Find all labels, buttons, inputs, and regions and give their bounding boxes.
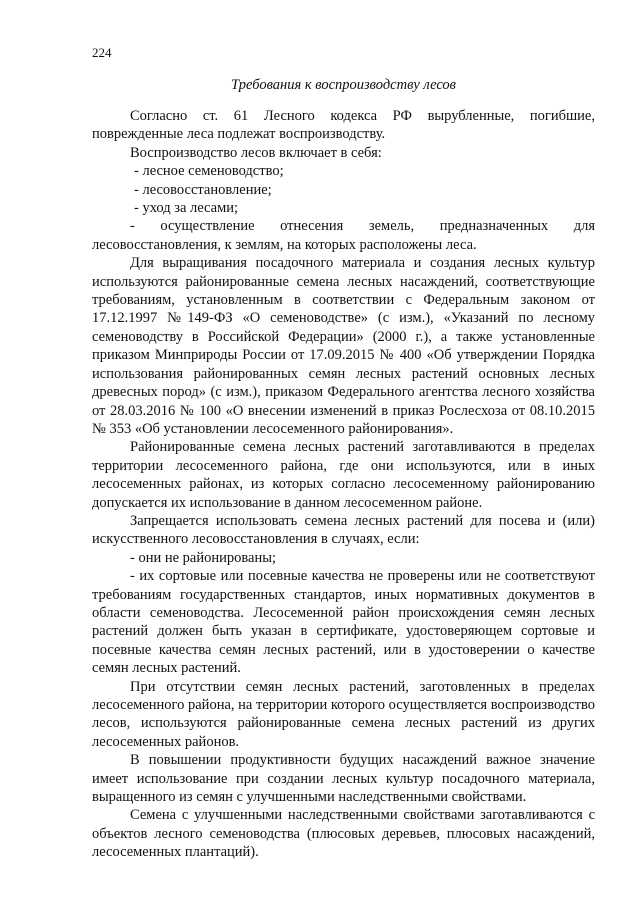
list-item: - осуществление отнесения земель, предназначенных для лесовосстановления, к землям, на которых расположены леса. xyxy=(92,218,595,253)
paragraph: Воспроизводство лесов включает в себя: xyxy=(130,144,382,161)
paragraph: При отсутствии семян лесных растений, заготовленных в пределах лесосеменного района, на территории которого осуществляется воспроизводство лесов, используются районированные семена лесных растений из других лесосеменных районов. xyxy=(92,678,595,750)
paragraph: Запрещается использовать семена лесных растений для посева и (или) искусственного лесовосстановления в случаях, если: xyxy=(92,512,595,548)
list-item: - уход за лесами; xyxy=(134,200,239,217)
section-heading: Требования к воспроизводству лесов xyxy=(231,77,456,93)
list-item: - они не районированы; xyxy=(130,549,277,566)
paragraph: Семена с улучшенными наследственными свойствами заготавливаются с объектов лесного семеноводства (плюсовых деревьев, плюсовых насаждений, лесосеменных плантаций). xyxy=(92,807,595,861)
paragraph: В повышении продуктивности будущих насаждений важное значение имеет использование при создании лесных культур посадочного материала, выращенного из семян с улучшенными наследственными свойствами. xyxy=(92,752,595,806)
list-item: - лесовосстановление; xyxy=(134,181,272,198)
page-number: 224 xyxy=(92,45,112,60)
body-text xyxy=(92,107,595,862)
paragraph: Согласно ст. 61 Лесного кодекса РФ вырубленные, погибшие, поврежденные леса подлежат воспроизводству. xyxy=(92,108,595,143)
paragraph: Для выращивания посадочного материала и создания лесных культур используются районированные семена лесных насаждений, соответствующие требованиям, установленным в соответствии с Федеральным законом от 17.12.1997 №149-ФЗ «О семеноводстве» (с изм.), «Указаний по лесному семеноводству в Российской Федерации» (2000 г.), а также установленные приказом Минприроды России от 17.09.2015 № 400 «Об утверждении Порядка использования районированных семян лесных растений основных лесных древесных пород» (с изм.), приказом Федерального агентства лесного хозяйства от 28.03.2016 № 100 «О внесении изменений в приказ Рослесхоза от 08.10.2015 № 353 «Об установлении лесосеменного районирования». xyxy=(92,255,595,437)
list-item: - их сортовые или посевные качества не проверены или не соответствуют требованиям государственных стандартов, иных нормативных документов в области семеноводства. Лесосеменной район происхождения семян лесных растений должен быть указан в сертификате, удостоверяющем сортовые и посевные качества семян лесных растений, или в удостоверении о качестве семян лесных растений. xyxy=(92,568,595,677)
list-item: - лесное семеноводство; xyxy=(134,163,284,180)
paragraph: Районированные семена лесных растений заготавливаются в пределах территории лесосеменного района, где они используются, или в иных лесосеменных районах, из которых согласно лесосеменному районированию допускается их использование в данном лесосеменном районе. xyxy=(92,439,595,511)
